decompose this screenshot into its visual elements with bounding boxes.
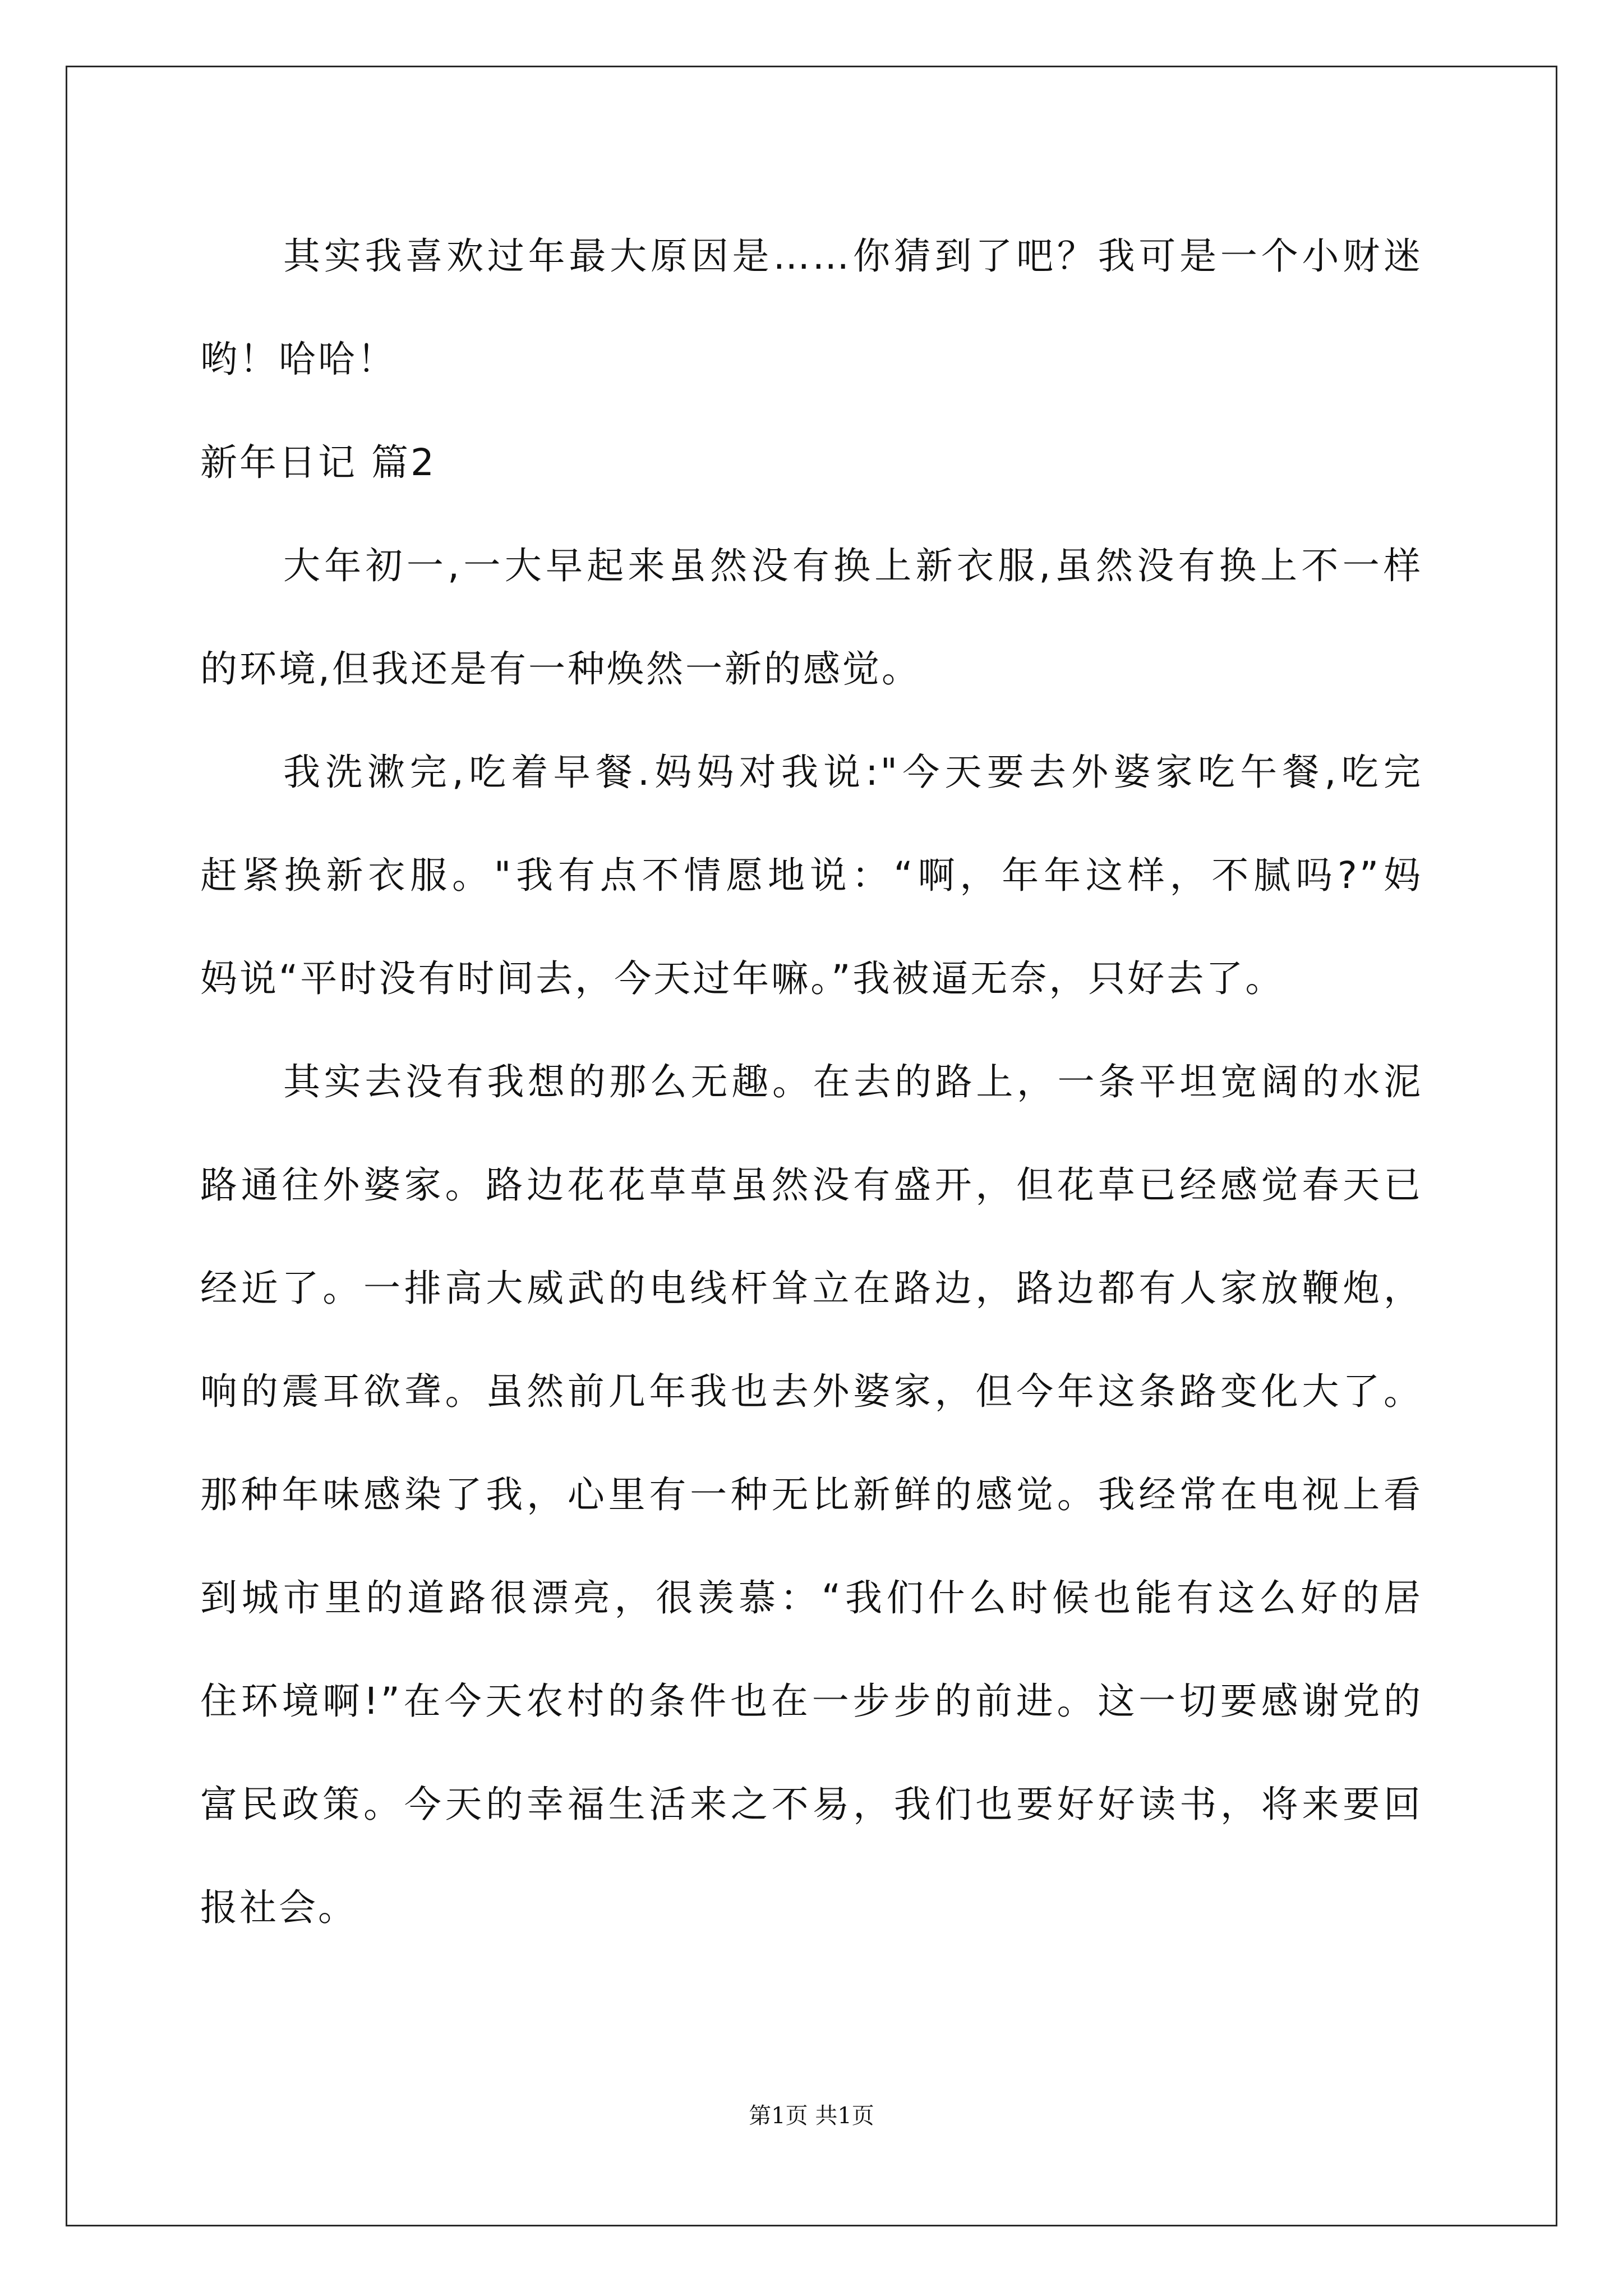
text-line: 到城市里的道路很漂亮，很羡慕：“我们什么时候也能有这么好的居 (200, 1576, 1423, 1619)
text-line: 住环境啊!”在今天农村的条件也在一步步的前进。这一切要感谢党的 (200, 1680, 1423, 1723)
text-line: 路通往外婆家。路边花花草草虽然没有盛开，但花草已经感觉春天已 (200, 1163, 1423, 1207)
paragraph-4 (200, 1030, 1423, 1959)
document-body (200, 205, 1423, 1959)
text-line: 报社会。 (200, 1886, 357, 1929)
text-line: 其实我喜欢过年最大原因是……你猜到了吧？我可是一个小财迷 (283, 234, 1423, 278)
page-number-text: 第1页 共1页 (749, 2103, 874, 2129)
paragraph-2 (200, 514, 1423, 721)
section-heading (200, 411, 1423, 514)
text-line: 其实去没有我想的那么无趣。在去的路上，一条平坦宽阔的水泥 (283, 1060, 1423, 1103)
page-footer (0, 2098, 1623, 2130)
text-line: 富民政策。今天的幸福生活来之不易，我们也要好好读书，将来要回 (200, 1783, 1423, 1826)
text-line: 哟！哈哈！ (200, 338, 396, 381)
text-line: 响的震耳欲聋。虽然前几年我也去外婆家，但今年这条路变化大了。 (200, 1370, 1423, 1413)
text-line: 那种年味感染了我，心里有一种无比新鲜的感觉。我经常在电视上看 (200, 1473, 1423, 1516)
paragraph-3 (200, 721, 1423, 1030)
text-line: 大年初一,一大早起来虽然没有换上新衣服,虽然没有换上不一样 (283, 544, 1423, 587)
paragraph-1 (200, 205, 1423, 411)
text-line: 妈说“平时没有时间去，今天过年嘛。”我被逼无奈，只好去了。 (200, 957, 1285, 1000)
text-line: 经近了。一排高大威武的电线杆耸立在路边，路边都有人家放鞭炮， (200, 1267, 1423, 1310)
text-line: 我洗漱完,吃着早餐.妈妈对我说:"今天要去外婆家吃午餐,吃完 (283, 751, 1423, 794)
heading-text: 新年日记 篇2 (200, 441, 436, 484)
text-line: 赶紧换新衣服。"我有点不情愿地说：“啊，年年这样，不腻吗?”妈 (200, 854, 1423, 897)
text-line: 的环境,但我还是有一种焕然一新的感觉。 (200, 647, 921, 691)
